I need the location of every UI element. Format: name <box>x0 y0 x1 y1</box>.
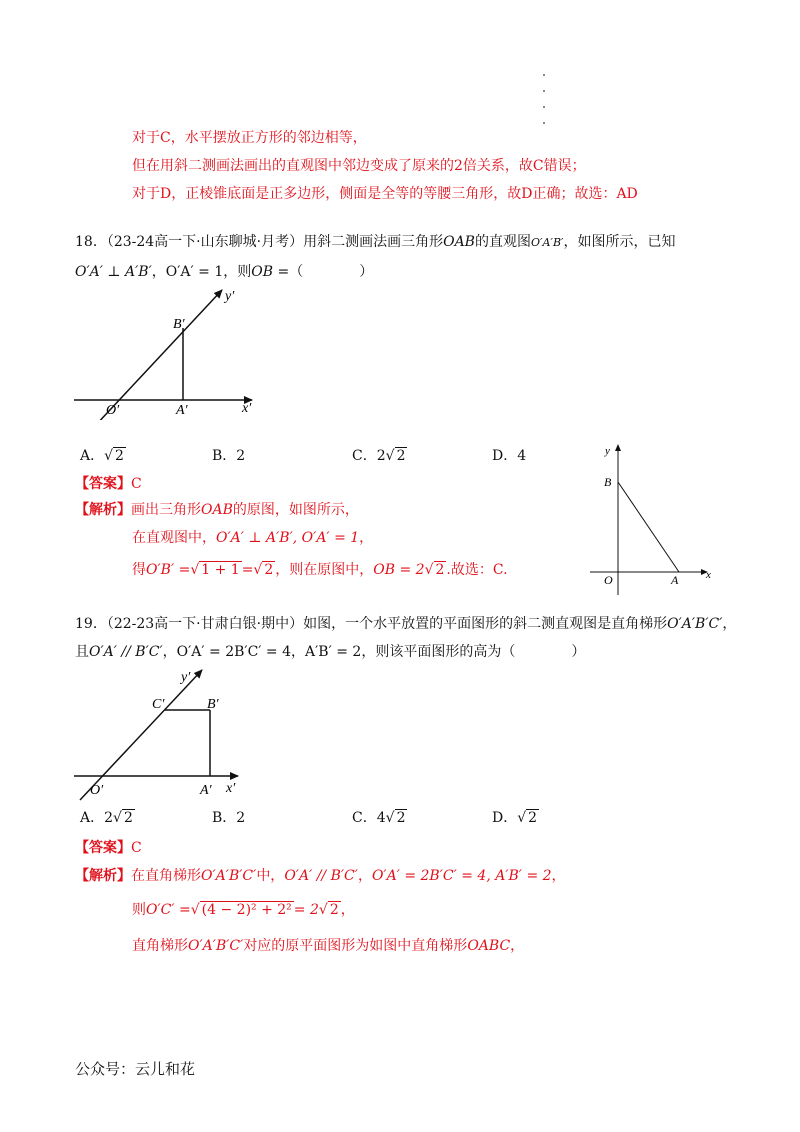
q19-stem-line1 <box>75 614 736 634</box>
answer-tag: 【答案】 <box>75 476 131 492</box>
answer-value: C <box>131 476 142 492</box>
q19-an1-e: ， <box>357 868 372 884</box>
q18-orig-label-y: y <box>605 445 610 457</box>
q18-an2-c: ， <box>359 530 374 546</box>
q18-label-x: x′ <box>242 401 252 416</box>
q18-an3-rad1: 1 + 1 <box>201 562 240 578</box>
q18-paren: （ ） <box>289 264 374 280</box>
q18-orig-label-b: B <box>604 475 612 489</box>
q19-an2-b: O′C′ = <box>146 902 191 918</box>
q18-an3-e: .故选：C. <box>446 562 508 578</box>
q18-stem-line2 <box>75 262 373 282</box>
decor-dot <box>543 90 545 92</box>
q19-line2-a: 且 <box>75 644 89 660</box>
prev-solution-line2: 但在用斜二测画法画出的直观图中邻边变成了原来的2倍关系，故C错误； <box>132 158 586 174</box>
q18-cond2: ，O′A′ = 1，则 <box>151 264 252 280</box>
option-radicand: 2 <box>115 448 124 464</box>
q18-stem-c: ，如图所示，已知 <box>563 234 676 250</box>
q18-label-o: O′ <box>106 403 120 418</box>
option-value: 2 <box>236 810 246 826</box>
q19-option-c[interactable]: C．4√ 2 <box>352 810 406 826</box>
option-letter: C． <box>352 448 377 464</box>
q19-option-d[interactable]: D．√ 2 <box>492 810 538 826</box>
q19-oblique-figure <box>70 664 270 804</box>
q19-label-a: A′ <box>200 783 212 798</box>
decor-dot <box>543 106 545 108</box>
answer-value: C <box>131 840 142 856</box>
option-letter: D． <box>492 448 518 464</box>
q19-source: （22-23高一下·甘肃白银·期中） <box>106 616 304 632</box>
q19-answer <box>75 838 142 858</box>
q18-orig-label-o: O <box>604 573 613 587</box>
q18-stem-line1 <box>75 232 676 253</box>
q18-ask: OB = <box>251 264 290 280</box>
q19-cond2: ，O′A′ = 2B′C′ = 4，A′B′ = 2 <box>162 644 362 660</box>
q18-option-b[interactable] <box>212 446 245 466</box>
prev-solution-line3: 对于D，正棱锥底面是正多边形，侧面是全等的等腰三角形，故D正确；故选：AD <box>132 186 638 202</box>
q19-an1-f: O′A′ = 2B′C′ = 4, A′B′ = 2 <box>371 868 552 884</box>
q18-analysis-line2 <box>132 528 373 548</box>
q19-option-b[interactable] <box>212 808 245 828</box>
q18-option-a[interactable]: A．√ 2 <box>80 448 124 464</box>
q18-label-y: y′ <box>225 289 235 304</box>
q19-an3-d: OABC <box>467 938 511 954</box>
q18-stem-b: 的直观图 <box>474 234 531 250</box>
q19-an1-c: 中， <box>256 868 285 884</box>
q19-an2-rad: (4 − 2)² + 2² <box>201 902 292 918</box>
q18-an3-rad3: 2 <box>435 562 445 578</box>
q19-an2-rad2: 2 <box>329 902 339 918</box>
q19-y-axis <box>80 670 202 800</box>
q18-orig-label-x: x <box>706 569 711 581</box>
analysis-tag: 【解析】 <box>75 868 131 884</box>
option-radicand: 2 <box>528 810 538 826</box>
q18-option-d[interactable] <box>492 446 526 466</box>
q18-answer <box>75 474 142 494</box>
option-value: 2 <box>236 448 246 464</box>
answer-tag: 【答案】 <box>75 840 131 856</box>
q18-triangle: OAB <box>443 234 475 250</box>
q19-an3-e: ， <box>510 938 525 954</box>
q18-orig-label-a: A <box>671 573 679 587</box>
q19-cond1: O′A′ // B′C′ <box>89 644 163 660</box>
prev-solution-line1: 对于C，水平摆放正方形的邻边相等， <box>132 130 367 146</box>
q19-number: 19． <box>75 616 107 632</box>
q18-stem-a: 用斜二测画法画三角形 <box>303 234 444 250</box>
option-letter: A． <box>80 448 105 464</box>
q19-stem-line2 <box>75 642 585 662</box>
q18-an2-a: 在直观图中， <box>132 530 216 546</box>
option-letter: B． <box>212 810 237 826</box>
option-value: 4 <box>376 810 386 826</box>
q19-stem-b: ， <box>722 616 737 632</box>
q19-label-y: y′ <box>181 670 191 685</box>
q19-an2-c: = 2 <box>293 902 319 918</box>
q18-label-b: B′ <box>173 317 185 332</box>
q18-original-figure <box>585 440 720 600</box>
q18-number: 18． <box>75 234 107 250</box>
q18-cond1: O′A′ ⊥ A′B′ <box>75 264 152 280</box>
option-value: 4 <box>517 448 527 464</box>
option-radicand: 2 <box>396 810 406 826</box>
q18-triangle2: O′A′B′ <box>530 236 564 249</box>
analysis-tag: 【解析】 <box>75 502 131 518</box>
q18-an1-a: 画出三角形 <box>131 502 201 518</box>
decor-dot <box>543 74 545 76</box>
q19-an1-g: ， <box>551 868 566 884</box>
option-letter: D． <box>492 810 518 826</box>
option-letter: C． <box>352 810 377 826</box>
option-value: 2 <box>104 810 114 826</box>
q19-an1-a: 在直角梯形 <box>131 868 201 884</box>
q18-label-a: A′ <box>176 403 188 418</box>
option-radicand: 2 <box>396 448 406 464</box>
q19-an3-c: 对应的原平面图形为如图中直角梯形 <box>243 938 468 954</box>
q19-analysis-line3 <box>132 936 524 956</box>
q19-label-o: O′ <box>90 783 104 798</box>
footer-text: 公众号：云儿和花 <box>75 1060 196 1078</box>
q19-an1-b: O′A′B′C′ <box>201 868 257 884</box>
q19-an2-a: 则 <box>132 902 146 918</box>
q19-analysis-line1 <box>75 866 566 886</box>
q18-an1-b: OAB <box>201 502 233 518</box>
q18-an3-d: OB = 2 <box>373 562 425 578</box>
q18-an3-a: 得 <box>132 562 146 578</box>
q19-option-a[interactable]: A．2√ 2 <box>80 810 133 826</box>
q19-an3-b: O′A′B′C′ <box>188 938 244 954</box>
q18-option-c[interactable]: C．2√ 2 <box>352 448 406 464</box>
q19-analysis-line2: 则O′C′ =√ (4 − 2)² + 2² = 2√ 2 ， <box>132 902 355 918</box>
decor-dot <box>543 122 545 124</box>
q18-an3-b: O′B′ = <box>146 562 191 578</box>
q19-label-b: B′ <box>207 697 219 712</box>
q18-an2-b: O′A′ ⊥ A′B′, O′A′ = 1 <box>216 530 360 546</box>
option-letter: B． <box>212 448 237 464</box>
q18-an3-rad2: 2 <box>264 562 274 578</box>
q18-analysis-line1 <box>75 500 359 520</box>
option-value: 2 <box>376 448 386 464</box>
q18-an1-c: 的原图，如图所示， <box>232 502 359 518</box>
q18-analysis-line3: 得O′B′ =√ 1 + 1 =√ 2 ，则在原图中，OB = 2√ 2 .故选：C. <box>132 562 508 578</box>
q19-trap: O′A′B′C′ <box>667 616 723 632</box>
option-letter: A． <box>80 810 105 826</box>
q18-oblique-figure <box>70 280 270 420</box>
q19-an2-d: ， <box>340 902 355 918</box>
q18-an3-eq: = <box>241 562 254 578</box>
q18-source: （23-24高一下·山东聊城·月考） <box>106 234 304 250</box>
q19-an3-a: 直角梯形 <box>132 938 188 954</box>
q19-line2-b: ，则该平面图形的高为（ ） <box>361 644 586 660</box>
q18-orig-segment-ba <box>618 482 679 572</box>
q18-an3-c: ，则在原图中， <box>275 562 374 578</box>
q19-label-x: x′ <box>226 781 236 796</box>
q19-stem-a: 如图，一个水平放置的平面图形的斜二测直观图是直角梯形 <box>303 616 668 632</box>
q19-label-c: C′ <box>152 697 165 712</box>
q19-an1-d: O′A′ // B′C′ <box>284 868 358 884</box>
option-radicand: 2 <box>123 810 133 826</box>
